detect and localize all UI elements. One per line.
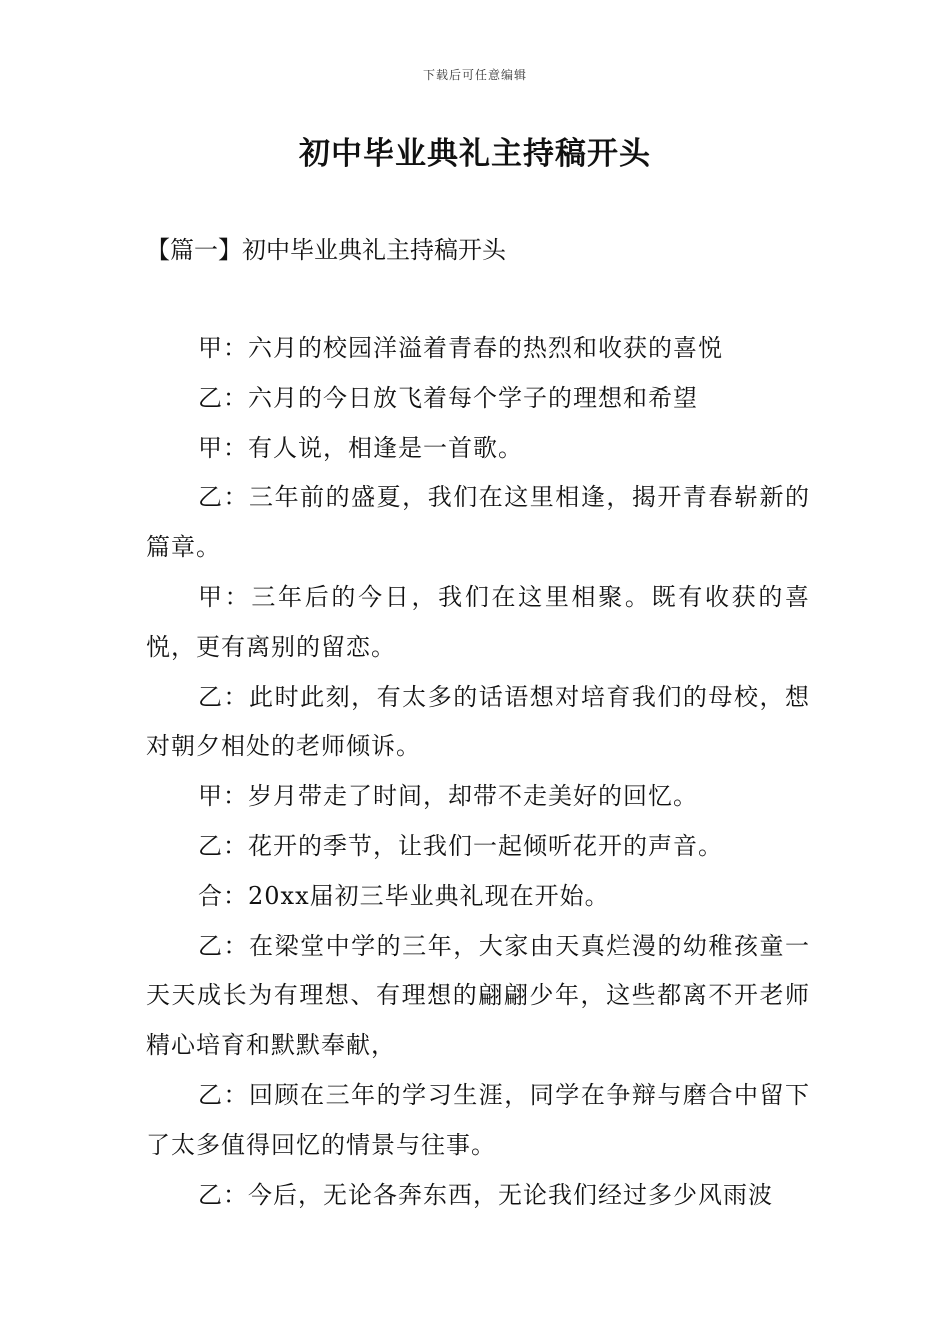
paragraph: 甲：岁月带走了时间，却带不走美好的回忆。 bbox=[198, 782, 698, 811]
document-title: 初中毕业典礼主持稿开头 bbox=[299, 136, 651, 172]
section-heading: 【篇一】初中毕业典礼主持稿开头 bbox=[146, 236, 506, 264]
paragraph: 乙：回顾在三年的学习生涯，同学在争辩与磨合中留下了太多值得回忆的情景与往事。 bbox=[146, 1080, 810, 1159]
paragraph: 甲：六月的校园洋溢着青春的热烈和收获的喜悦 bbox=[198, 334, 723, 362]
paragraph: 乙：今后，无论各奔东西，无论我们经过多少风雨波 bbox=[198, 1180, 773, 1209]
paragraph: 乙：此时此刻，有太多的话语想对培育我们的母校，想对朝夕相处的老师倾诉。 bbox=[146, 682, 810, 761]
paragraph: 乙：在梁堂中学的三年，大家由天真烂漫的幼稚孩童一天天成长为有理想、有理想的翩翩少年，这些都离不开老师精心培育和默默奉献， bbox=[146, 931, 810, 1060]
paragraph: 甲：有人说，相逢是一首歌。 bbox=[198, 433, 523, 462]
header-note: 下载后可任意编辑 bbox=[422, 68, 527, 82]
paragraph: 合：20xx届初三毕业典礼现在开始。 bbox=[198, 881, 610, 910]
paragraph: 乙：三年前的盛夏，我们在这里相逢，揭开青春崭新的篇章。 bbox=[146, 483, 810, 562]
paragraph: 乙：花开的季节，让我们一起倾听花开的声音。 bbox=[198, 831, 723, 860]
document-body bbox=[146, 324, 810, 1220]
paragraph: 乙：六月的今日放飞着每个学子的理想和希望 bbox=[198, 383, 698, 412]
paragraph: 甲：三年后的今日，我们在这里相聚。既有收获的喜悦，更有离别的留恋。 bbox=[146, 582, 810, 661]
